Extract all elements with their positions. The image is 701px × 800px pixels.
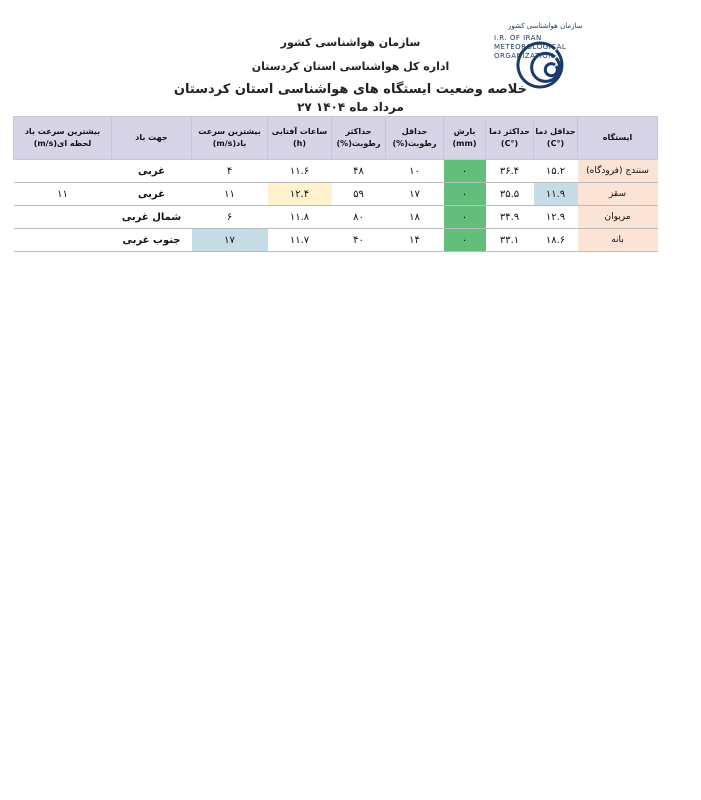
table-row: [14, 206, 658, 229]
station-summary-table: [13, 116, 658, 252]
wind-dir: غربی: [112, 160, 192, 183]
gust: [14, 229, 112, 252]
min-temp: ۱۲.۹: [534, 206, 578, 229]
max-wind: ۱۷: [192, 229, 268, 252]
col-station: ایستگاه: [578, 117, 658, 160]
station-name: سقز: [578, 183, 658, 206]
precip: ۰: [444, 229, 486, 252]
max-temp: ۳۶.۴: [486, 160, 534, 183]
sunshine: ۱۱.۸: [268, 206, 332, 229]
title-line-3: خلاصه وضعیت ایستگاه های هواشناسی استان کردستان: [173, 82, 528, 97]
col-gust: بیشترین سرعت باد لحظه ای(m/s): [14, 117, 112, 160]
max-hum: ۸۰: [332, 206, 386, 229]
precip: ۰: [444, 183, 486, 206]
col-max-hum: حداکثر رطوبت(%): [332, 117, 386, 160]
max-temp: ۳۵.۵: [486, 183, 534, 206]
col-min-temp: حداقل دما (°C): [534, 117, 578, 160]
report-header: [0, 0, 701, 112]
wind-dir: جنوب غربی: [112, 229, 192, 252]
title-line-2: اداره کل هواشناسی استان کردستان: [251, 60, 450, 73]
max-wind: ۶: [192, 206, 268, 229]
col-min-hum: حداقل رطوبت(%): [386, 117, 444, 160]
table-row: [14, 229, 658, 252]
wind-dir: غربی: [112, 183, 192, 206]
col-max-wind: بیشترین سرعت باد(m/s): [192, 117, 268, 160]
org-name-en-1: I.R. OF IRAN: [494, 34, 542, 42]
org-name-en-3: ORGANIZATION: [494, 52, 555, 60]
table-row: [14, 160, 658, 183]
title-line-1: سازمان هواشناسی کشور: [280, 36, 421, 49]
station-name: سنندج (فرودگاه): [578, 160, 658, 183]
station-name: بانه: [578, 229, 658, 252]
gust: [14, 160, 112, 183]
col-max-temp: حداکثر دما (°C): [486, 117, 534, 160]
sunshine: ۱۲.۴: [268, 183, 332, 206]
col-wind-dir: جهت باد: [112, 117, 192, 160]
precip: ۰: [444, 206, 486, 229]
wind-dir: شمال غربی: [112, 206, 192, 229]
max-wind: ۴: [192, 160, 268, 183]
org-name-en-2: METEOROLOGICAL: [494, 43, 567, 51]
report-date: ۲۷ مرداد ماه ۱۴۰۴: [297, 100, 404, 114]
max-wind: ۱۱: [192, 183, 268, 206]
sunshine: ۱۱.۷: [268, 229, 332, 252]
col-sunshine: ساعات آفتابی (h): [268, 117, 332, 160]
gust: [14, 206, 112, 229]
max-temp: ۳۴.۹: [486, 206, 534, 229]
min-temp: ۱۵.۲: [534, 160, 578, 183]
max-hum: ۵۹: [332, 183, 386, 206]
table-row: [14, 183, 658, 206]
min-hum: ۱۴: [386, 229, 444, 252]
precip: ۰: [444, 160, 486, 183]
col-precip: بارش (mm): [444, 117, 486, 160]
station-name: مریوان: [578, 206, 658, 229]
min-temp: ۱۱.۹: [534, 183, 578, 206]
min-temp: ۱۸.۶: [534, 229, 578, 252]
sunshine: ۱۱.۶: [268, 160, 332, 183]
table-header-row: [14, 117, 658, 160]
min-hum: ۱۰: [386, 160, 444, 183]
org-name-small: سازمان هواشناسی کشور: [508, 22, 583, 30]
max-temp: ۳۳.۱: [486, 229, 534, 252]
min-hum: ۱۸: [386, 206, 444, 229]
max-hum: ۴۰: [332, 229, 386, 252]
max-hum: ۴۸: [332, 160, 386, 183]
min-hum: ۱۷: [386, 183, 444, 206]
gust: ۱۱: [14, 183, 112, 206]
